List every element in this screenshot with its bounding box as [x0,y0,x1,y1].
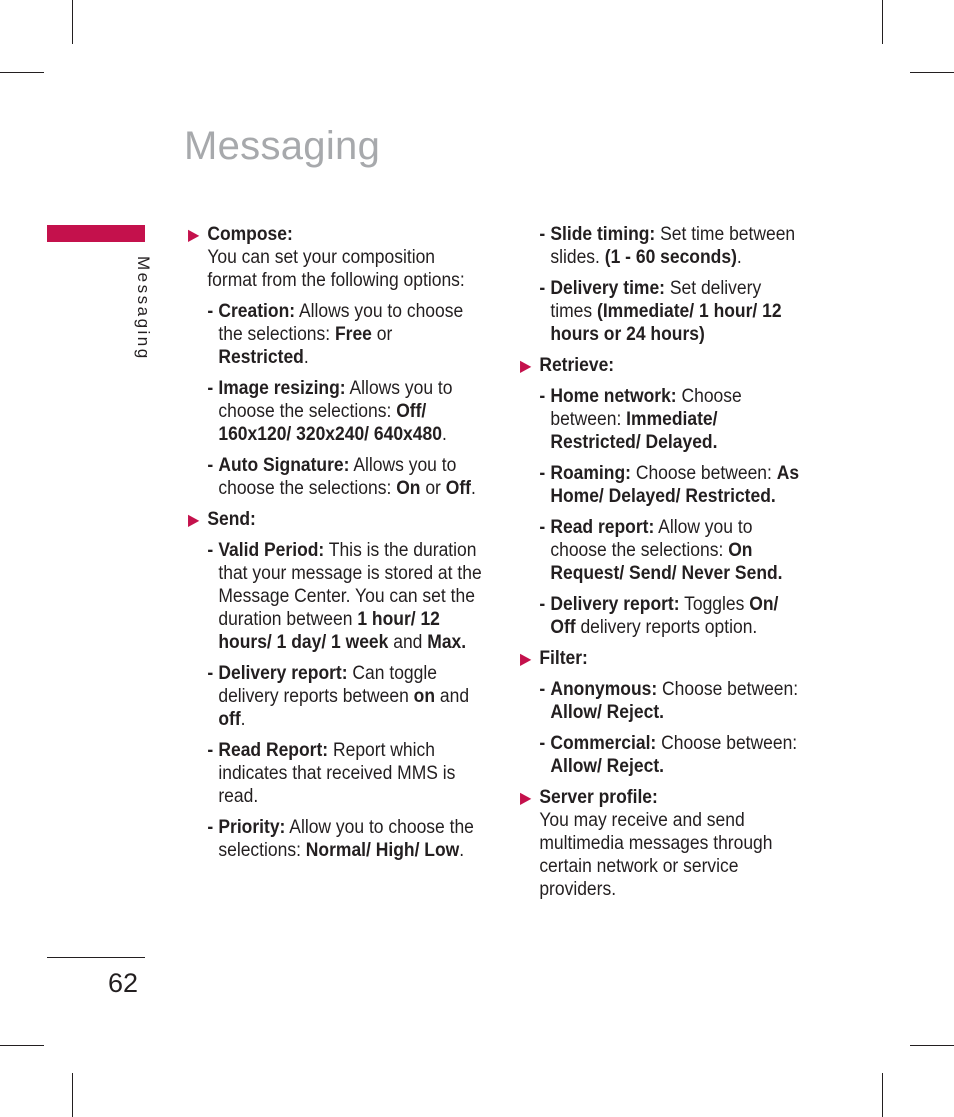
crop-mark [882,0,883,44]
item-label: Commercial: [550,733,657,754]
send-delivery-report-item: - Delivery report: Can toggle delivery reports between on and off. [207,663,470,730]
compose-heading: Compose: [207,224,293,245]
send-valid-period-item: - Valid Period: This is the duration that your message is stored at the Message Center. You can set the duration between 1 hour/ 12 hours/ 1 day/ 1 week and Max. [207,540,482,653]
crop-mark [0,72,44,73]
page-title: Messaging [184,124,381,168]
send-slide-timing-item: - Slide timing: Set time between slides. (1 - 60 seconds). [539,224,796,268]
retrieve-delivery-report-item: - Delivery report: Toggles On/ Off delivery reports option. [539,594,779,638]
item-label: Anonymous: [550,679,658,700]
page-number: 62 [108,968,139,998]
send-read-report-item: - Read Report: Report which indicates that received MMS is read. [207,740,456,807]
left-column [188,223,487,862]
item-label: Creation: [218,301,296,322]
item-label: Priority: [218,817,286,838]
send-section [188,508,487,531]
item-label: Image resizing: [218,378,346,399]
item-label: Read report: [550,517,655,538]
send-heading: Send: [207,509,256,530]
send-priority-item: - Priority: Allow you to choose the selections: Normal/ High/ Low. [207,817,474,861]
retrieve-read-report-item: - Read report: Allow you to choose the selections: On Request/ Send/ Never Send. [539,517,783,584]
item-label: Delivery report: [218,663,348,684]
triangle-bullet-icon: ▶ [520,790,532,807]
compose-creation-item: - Creation: Allows you to choose the selections: Free or Restricted. [207,301,464,368]
filter-commercial-item: - Commercial: Choose between: Allow/ Reject. [539,733,798,777]
page-number-rule [47,957,145,958]
item-label: Home network: [550,386,677,407]
crop-mark [0,1045,44,1046]
item-label: Roaming: [550,463,631,484]
crop-mark [882,1073,883,1117]
triangle-bullet-icon: ▶ [520,358,532,375]
filter-heading: Filter: [539,648,588,669]
compose-auto-signature-item: - Auto Signature: Allows you to choose the selections: On or Off. [207,455,476,499]
triangle-bullet-icon: ▶ [188,512,200,529]
crop-mark [910,1045,954,1046]
crop-mark [910,72,954,73]
retrieve-home-network-item: - Home network: Choose between: Immediate/ Restricted/ Delayed. [539,386,742,453]
item-label: Auto Signature: [218,455,350,476]
item-label: Slide timing: [550,224,656,245]
retrieve-section [520,354,805,377]
retrieve-roaming-item: - Roaming: Choose between: As Home/ Delayed/ Restricted. [539,463,800,507]
retrieve-heading: Retrieve: [539,355,615,376]
filter-anonymous-item: - Anonymous: Choose between: Allow/ Reject. [539,679,799,723]
item-label: Read Report: [218,740,329,761]
server-profile-heading: Server profile: [539,787,658,808]
crop-mark [72,0,73,44]
filter-section [520,647,805,670]
item-label: Delivery report: [550,594,680,615]
server-profile-text: You may receive and send multimedia messages through certain network or service providers. [539,810,773,900]
section-color-bar [47,225,145,242]
triangle-bullet-icon: ▶ [188,227,200,244]
right-column [520,223,805,901]
server-profile-section [520,786,805,901]
side-section-label: Messaging [134,256,153,361]
send-delivery-time-item: - Delivery time: Set delivery times (Immediate/ 1 hour/ 12 hours or 24 hours) [539,278,782,345]
item-label: Delivery time: [550,278,666,299]
compose-image-resizing-item: - Image resizing: Allows you to choose the selections: Off/ 160x120/ 320x240/ 640x480. [207,378,453,445]
compose-intro: You can set your composition format from the following options: [207,247,465,291]
triangle-bullet-icon: ▶ [520,651,532,668]
item-label: Valid Period: [218,540,325,561]
crop-mark [72,1073,73,1117]
compose-section [188,223,487,292]
